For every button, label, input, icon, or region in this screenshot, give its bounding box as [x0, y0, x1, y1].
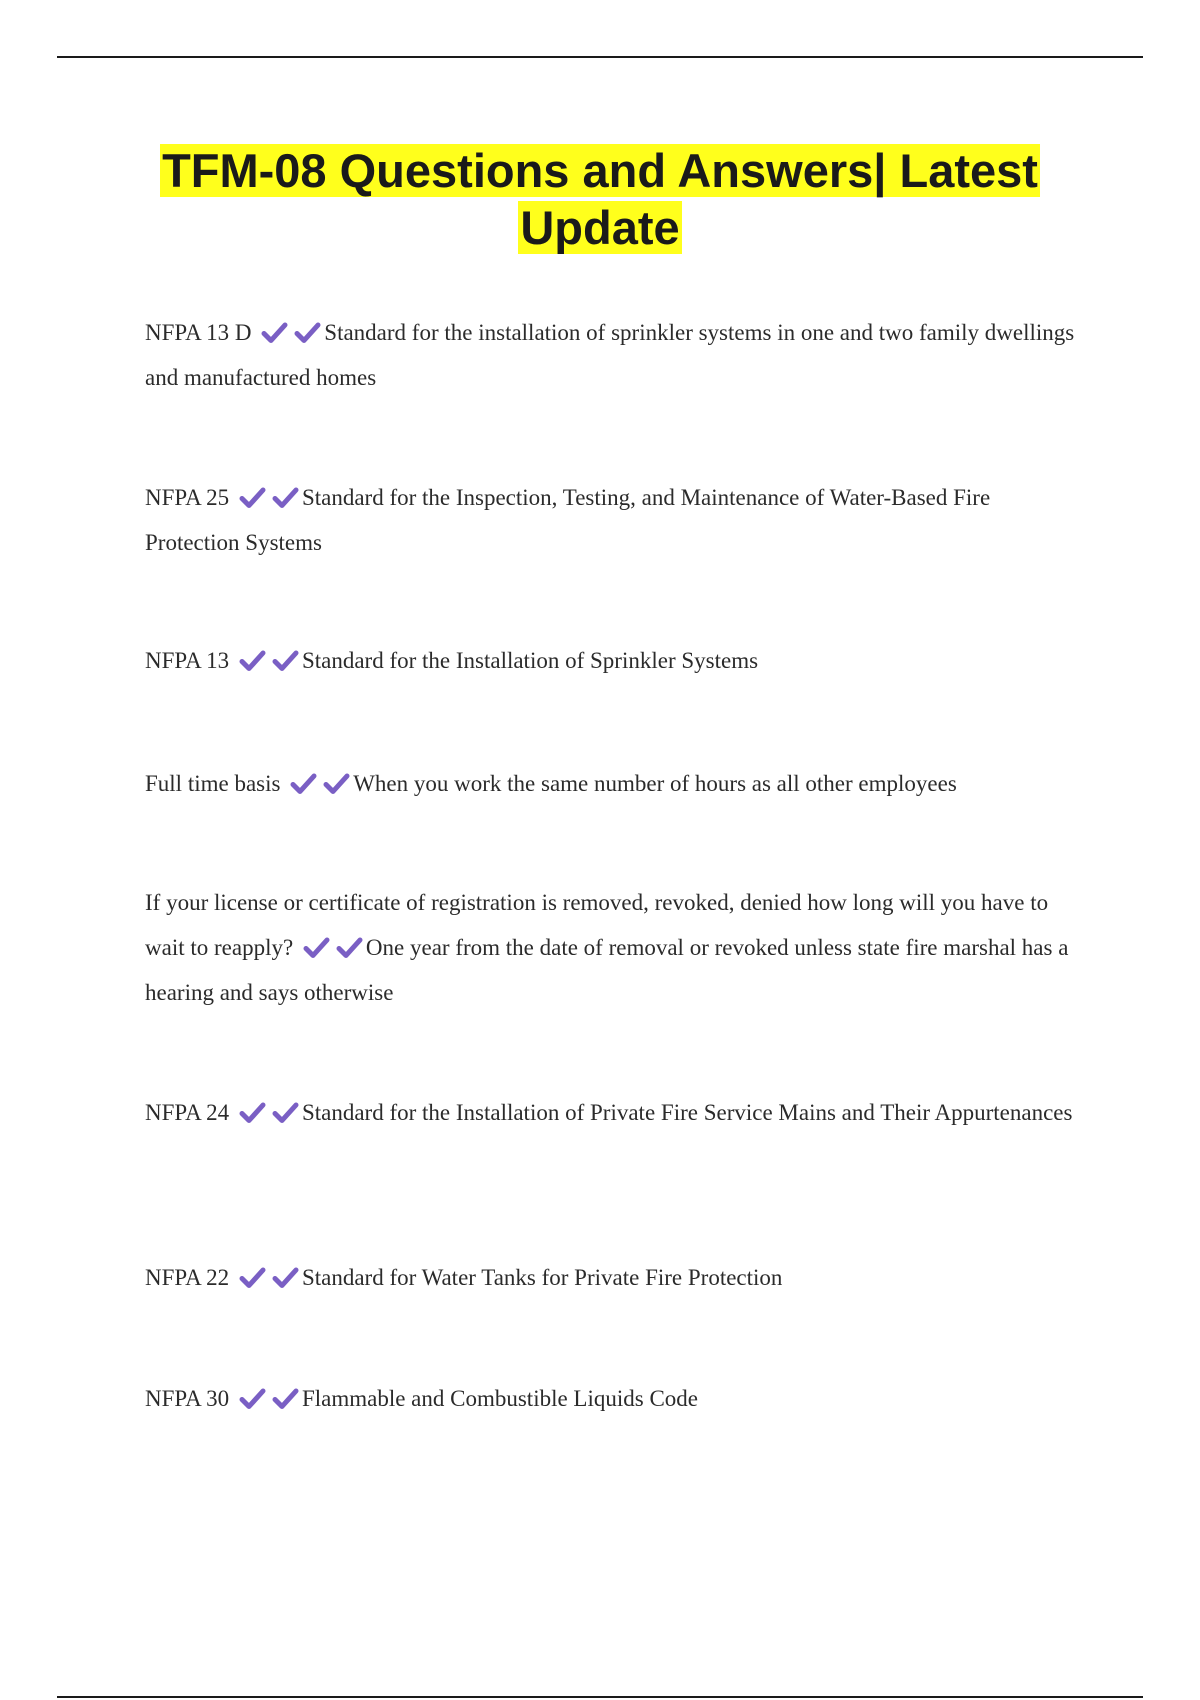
question: Full time basis	[145, 771, 281, 796]
check-icon	[290, 772, 317, 796]
question: NFPA 22	[145, 1265, 230, 1290]
check-icon	[294, 321, 321, 345]
question: NFPA 30	[145, 1386, 230, 1411]
check-icon	[303, 936, 330, 960]
bottom-rule	[57, 1696, 1143, 1698]
answer: Flammable and Combustible Liquids Code	[301, 1386, 699, 1411]
check-icon	[239, 649, 266, 673]
check-icon	[272, 486, 299, 510]
qa-item-3	[145, 638, 1090, 683]
check-icon	[272, 1101, 299, 1125]
question: If your license or certificate of registration is removed, revoked, denied how long will you have to wait to reapply?	[145, 890, 1049, 960]
qa-item-7	[145, 1255, 1090, 1300]
qa-item-1	[145, 310, 1090, 400]
answer: Standard for the Installation of Private Fire Service Mains and Their Appurtenances	[301, 1100, 1073, 1125]
answer: One year from the date of removal or revoked unless state fire marshal has a hearing and says otherwise	[145, 935, 1069, 1005]
qa-item-5	[145, 880, 1090, 1015]
answer: Standard for Water Tanks for Private Fire Protection	[301, 1265, 783, 1290]
qa-item-6	[145, 1090, 1090, 1135]
question: NFPA 13 D	[145, 320, 252, 345]
qa-item-8	[145, 1376, 1090, 1421]
check-icon	[239, 486, 266, 510]
check-icon	[323, 772, 350, 796]
qa-item-2	[145, 475, 1090, 565]
answer: Standard for the Inspection, Testing, and Maintenance of Water-Based Fire Protection Systems	[145, 485, 991, 555]
question: NFPA 24	[145, 1100, 230, 1125]
check-icon	[336, 936, 363, 960]
check-icon	[272, 649, 299, 673]
top-rule	[57, 56, 1143, 58]
qa-item-4	[145, 761, 1090, 806]
check-icon	[272, 1387, 299, 1411]
check-icon	[239, 1266, 266, 1290]
answer: Standard for the Installation of Sprinkler Systems	[301, 648, 759, 673]
answer: When you work the same number of hours as all other employees	[353, 771, 957, 796]
question: NFPA 13	[145, 648, 230, 673]
document-title: TFM-08 Questions and Answers| Latest Update	[162, 144, 1038, 254]
check-icon	[239, 1387, 266, 1411]
check-icon	[272, 1266, 299, 1290]
check-icon	[239, 1101, 266, 1125]
answer: Standard for the installation of sprinkler systems in one and two family dwellings and manufactured homes	[145, 320, 1075, 390]
question: NFPA 25	[145, 485, 230, 510]
check-icon	[261, 321, 288, 345]
